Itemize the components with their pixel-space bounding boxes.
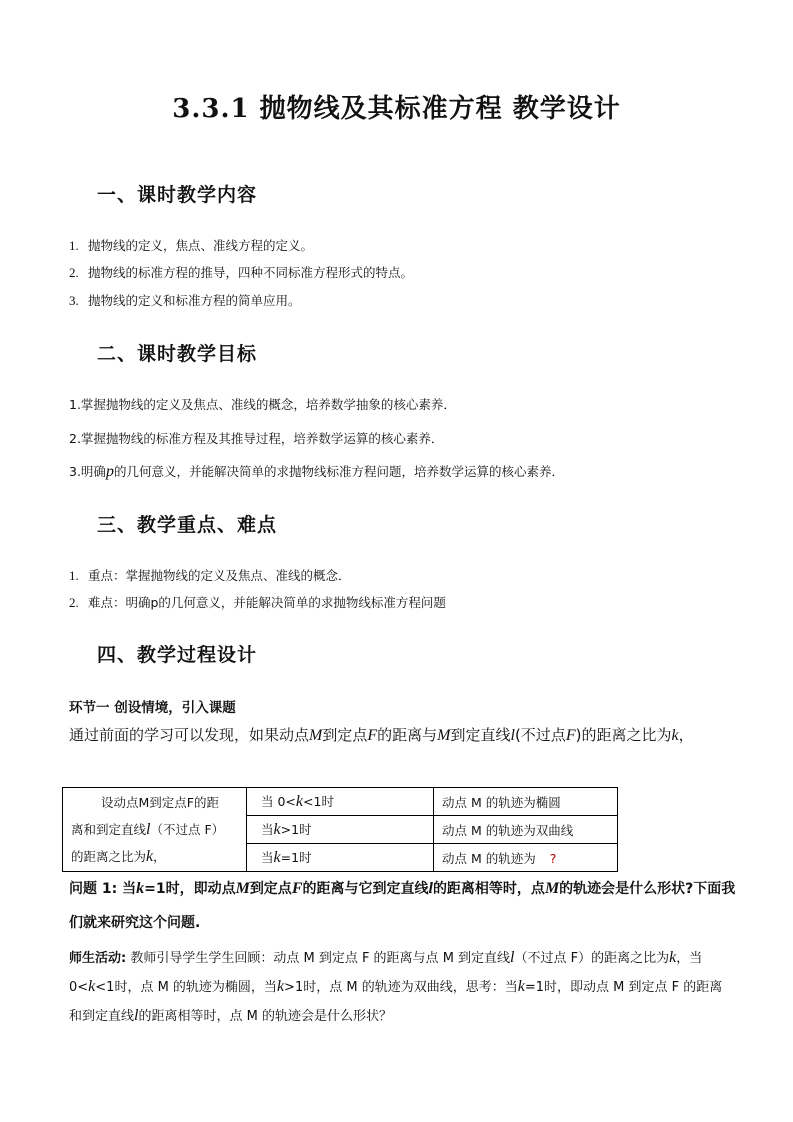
math-var: l <box>146 821 151 838</box>
table-result-cell <box>434 844 618 872</box>
math-var: M <box>437 727 451 744</box>
table-left-cell <box>63 788 247 872</box>
text: 的距离与 <box>377 726 438 744</box>
section-heading-keypoints: 三、教学重点、难点 <box>97 514 278 536</box>
content-item-3 <box>69 291 301 309</box>
question-mark: ? <box>549 850 557 866</box>
goal-text-pre: 3.明确 <box>69 464 106 479</box>
text: )的距离之比为 <box>575 726 672 744</box>
left-line-1: 设动点M到定点F的距 <box>101 795 219 810</box>
text: 到定点 <box>249 881 292 897</box>
item-text: 抛物线的定义，焦点、准线方程的定义。 <box>88 238 314 253</box>
math-var: k <box>88 978 96 995</box>
math-var: k <box>671 727 679 744</box>
math-var-p: p <box>105 463 114 480</box>
item-number: 2. <box>69 265 79 280</box>
text: （不过点 F） <box>150 822 225 837</box>
text: 教师引导学生学生回顾：动点 M 到定点 F 的距离与点 M 到定直线 <box>126 951 511 966</box>
trajectory-table <box>62 787 618 872</box>
text: ，当 0< <box>69 951 703 995</box>
text: 离和到定直线 <box>71 822 147 837</box>
math-var: l <box>134 1007 139 1024</box>
item-number: 3. <box>69 293 79 308</box>
text: 问题 1: 当 <box>69 881 137 897</box>
item-text: 抛物线的标准方程的推导，四种不同标准方程形式的特点。 <box>88 265 414 280</box>
text: 动点 M 的轨迹为 <box>442 850 536 866</box>
left-line-3 <box>71 843 246 870</box>
text: 的距离与它到定直线 <box>302 881 429 897</box>
table-condition-cell <box>247 816 434 844</box>
math-var: k <box>669 949 677 966</box>
table-condition-cell <box>247 788 434 816</box>
content-item-2 <box>69 263 413 281</box>
text: 的距离相等时，点 M 的轨迹会是什么形状？ <box>138 1009 392 1024</box>
keypoint-item-2 <box>69 593 446 611</box>
item-number: 1. <box>69 568 79 583</box>
text: >1时 <box>280 822 312 837</box>
math-var: k <box>273 849 281 866</box>
keypoint-item-1 <box>69 566 351 584</box>
item-number: 2. <box>69 595 79 610</box>
math-var: M <box>544 880 560 897</box>
goal-item-2: 2.掌握抛物线的标准方程及其推导过程，培养数学运算的核心素养． <box>69 431 444 446</box>
goal-text-post: 的几何意义，并能解决简单的求抛物线标准方程问题，培养数学运算的核心素养． <box>113 464 564 479</box>
section-heading-process: 四、教学过程设计 <box>97 644 258 666</box>
item-text: 抛物线的定义和标准方程的简单应用。 <box>88 293 301 308</box>
text: (不过点 <box>514 726 566 744</box>
text: <1时，点 M 的轨迹为椭圆，当 <box>95 980 277 995</box>
math-var: M <box>309 727 323 744</box>
math-var: k <box>276 978 285 995</box>
text: 的距离之比为 <box>71 849 147 864</box>
text: ， <box>678 726 694 744</box>
math-var: k <box>517 978 525 995</box>
text: =1时，即动点 M 到定点 F 的距离和到定直线 <box>69 980 723 1024</box>
content-item-1 <box>69 236 313 254</box>
math-var: l <box>510 727 515 744</box>
section-heading-goals: 二、课时教学目标 <box>97 343 258 365</box>
goal-item-3 <box>69 462 564 481</box>
left-line-2 <box>71 816 246 843</box>
section-heading-content: 一、课时教学内容 <box>97 184 258 206</box>
text: 到定点 <box>322 726 368 744</box>
text: 到定直线 <box>450 726 511 744</box>
text: 当 <box>261 850 274 865</box>
math-var: F <box>291 880 303 897</box>
math-var: M <box>235 880 250 897</box>
text: ， <box>153 849 166 864</box>
teacher-student-activity <box>69 944 735 1031</box>
math-var: F <box>367 727 378 744</box>
text: =1时，即动点 <box>144 881 236 897</box>
table-row <box>63 788 618 816</box>
text: 当 0< <box>261 794 296 809</box>
text: 通过前面的学习可以发现，如果动点 <box>69 726 310 744</box>
text: 当 <box>261 822 274 837</box>
text: （不过点 F）的距离之比为 <box>514 951 670 966</box>
intro-paragraph <box>69 719 734 752</box>
question-1 <box>69 872 739 940</box>
math-var: k <box>146 848 154 865</box>
table-condition-cell <box>247 844 434 872</box>
math-var: l <box>510 949 515 966</box>
math-var: k <box>273 821 281 838</box>
math-var: k <box>295 793 304 810</box>
table-result-cell: 动点 M 的轨迹为双曲线 <box>434 816 618 844</box>
item-number: 1. <box>69 238 79 253</box>
goal-item-1: 1.掌握抛物线的定义及焦点、准线的概念，培养数学抽象的核心素养． <box>69 397 456 412</box>
text: <1时 <box>303 794 334 809</box>
text: =1时 <box>280 850 312 865</box>
document-title: 3.3.1 抛物线及其标准方程 教学设计 <box>172 94 621 124</box>
item-text: 重点：掌握抛物线的定义及焦点、准线的概念． <box>88 568 351 583</box>
step-title: 环节一 创设情境，引入课题 <box>69 700 236 716</box>
text: >1时，点 M 的轨迹为双曲线，思考：当 <box>284 980 518 995</box>
activity-label: 师生活动: <box>69 951 127 966</box>
item-text: 难点：明确p的几何意义，并能解决简单的求抛物线标准方程问题 <box>88 595 446 610</box>
table-result-cell: 动点 M 的轨迹为椭圆 <box>434 788 618 816</box>
math-var: F <box>565 727 576 744</box>
math-var: l <box>428 880 433 897</box>
text: 的轨迹会是什么形状?下面我们就来研究这个问题. <box>69 881 736 931</box>
math-var: k <box>136 880 145 897</box>
text: 的距离相等时，点 <box>432 881 545 897</box>
